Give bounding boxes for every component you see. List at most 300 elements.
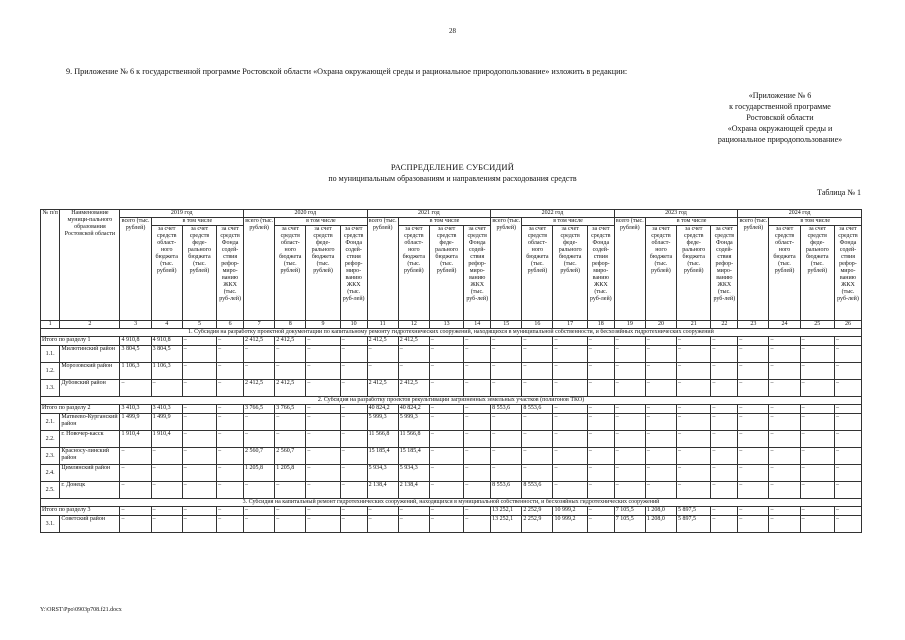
header-total: всего (тыс. рублей): [120, 218, 151, 321]
table-label: Таблица № 1: [817, 188, 861, 197]
value-cell: 3 410,3: [151, 405, 182, 414]
value-cell: –: [769, 482, 800, 499]
value-cell: –: [182, 380, 216, 397]
value-cell: 5 897,5: [677, 507, 711, 516]
value-cell: –: [614, 380, 645, 397]
value-cell: –: [834, 448, 861, 465]
value-cell: 5 934,3: [367, 465, 398, 482]
value-cell: –: [151, 507, 182, 516]
value-cell: –: [306, 346, 340, 363]
value-cell: –: [182, 363, 216, 380]
value-cell: –: [182, 414, 216, 431]
value-cell: –: [738, 431, 769, 448]
municipality-row: [41, 380, 862, 397]
header-including: в том числе: [275, 218, 367, 226]
value-cell: 5 934,3: [398, 465, 429, 482]
value-cell: –: [800, 431, 834, 448]
value-cell: –: [217, 380, 244, 397]
value-cell: –: [464, 448, 491, 465]
value-cell: –: [645, 414, 676, 431]
value-cell: 1 499,9: [120, 414, 151, 431]
value-cell: –: [553, 346, 587, 363]
value-cell: –: [614, 465, 645, 482]
value-cell: 2 412,5: [244, 337, 275, 346]
value-cell: –: [429, 346, 463, 363]
header-total: всего (тыс. рублей): [244, 218, 275, 321]
value-cell: –: [429, 448, 463, 465]
value-cell: –: [340, 482, 367, 499]
value-cell: –: [769, 337, 800, 346]
value-cell: –: [120, 448, 151, 465]
value-cell: –: [522, 431, 553, 448]
municipality-row: [41, 465, 862, 482]
page-number: 28: [449, 27, 456, 35]
value-cell: 4 910,8: [120, 337, 151, 346]
value-cell: –: [834, 346, 861, 363]
header-federal-budget: за счет средств феде-рального бюджета (тыс. рублей): [429, 226, 463, 321]
value-cell: –: [182, 448, 216, 465]
value-cell: 3 410,3: [120, 405, 151, 414]
value-cell: –: [587, 507, 614, 516]
value-cell: –: [614, 363, 645, 380]
value-cell: –: [464, 507, 491, 516]
value-cell: –: [464, 414, 491, 431]
header-federal-budget: за счет средств феде-рального бюджета (тыс. рублей): [553, 226, 587, 321]
value-cell: –: [340, 516, 367, 533]
value-cell: –: [398, 363, 429, 380]
value-cell: –: [834, 507, 861, 516]
header-row-years: [41, 210, 862, 218]
column-number: 16: [522, 321, 553, 329]
total-label: Итого по разделу 1: [41, 337, 120, 346]
value-cell: –: [738, 380, 769, 397]
value-cell: –: [429, 405, 463, 414]
value-cell: –: [614, 337, 645, 346]
total-label: Итого по разделу 3: [41, 507, 120, 516]
value-cell: –: [340, 448, 367, 465]
value-cell: –: [340, 465, 367, 482]
municipality-name: г. Донецк: [60, 482, 120, 499]
header-oblast-budget: за счет средств област-ного бюджета (тыс. рублей): [398, 226, 429, 321]
value-cell: –: [306, 380, 340, 397]
column-number: 22: [711, 321, 738, 329]
value-cell: 11 566,8: [398, 431, 429, 448]
value-cell: –: [306, 448, 340, 465]
value-cell: –: [800, 482, 834, 499]
value-cell: –: [244, 507, 275, 516]
value-cell: –: [120, 482, 151, 499]
value-cell: –: [738, 405, 769, 414]
value-cell: –: [182, 507, 216, 516]
value-cell: –: [367, 507, 398, 516]
value-cell: –: [711, 363, 738, 380]
value-cell: –: [306, 482, 340, 499]
header-including: в том числе: [398, 218, 490, 226]
column-number: 23: [738, 321, 769, 329]
column-number: 18: [587, 321, 614, 329]
header-number: № п/п: [41, 210, 60, 321]
value-cell: –: [182, 346, 216, 363]
value-cell: –: [645, 380, 676, 397]
value-cell: –: [306, 405, 340, 414]
header-federal-budget: за счет средств феде-рального бюджета (тыс. рублей): [306, 226, 340, 321]
value-cell: 3 804,5: [120, 346, 151, 363]
value-cell: –: [834, 482, 861, 499]
value-cell: –: [800, 465, 834, 482]
value-cell: –: [769, 516, 800, 533]
section-row: [41, 499, 862, 507]
value-cell: –: [464, 405, 491, 414]
value-cell: –: [738, 507, 769, 516]
column-number: 9: [306, 321, 340, 329]
value-cell: –: [151, 482, 182, 499]
value-cell: –: [306, 516, 340, 533]
municipality-name: Матвеево-Курганский район: [60, 414, 120, 431]
value-cell: –: [738, 337, 769, 346]
value-cell: –: [769, 507, 800, 516]
value-cell: –: [217, 405, 244, 414]
section-total-row: [41, 507, 862, 516]
value-cell: –: [340, 431, 367, 448]
document-title: РАСПРЕДЕЛЕНИЕ СУБСИДИЙ: [390, 162, 515, 172]
value-cell: –: [834, 414, 861, 431]
value-cell: –: [769, 465, 800, 482]
value-cell: –: [614, 431, 645, 448]
value-cell: –: [769, 414, 800, 431]
header-housing-fund: за счет средств Фонда содей-ствия рефор-миро-ванию ЖКХ (тыс. руб-лей): [217, 226, 244, 321]
municipality-row: [41, 363, 862, 380]
column-number-row: [41, 321, 862, 329]
value-cell: –: [398, 507, 429, 516]
value-cell: –: [769, 363, 800, 380]
row-number: 2.5.: [41, 482, 60, 499]
value-cell: 2 412,5: [244, 380, 275, 397]
value-cell: –: [244, 431, 275, 448]
value-cell: –: [587, 346, 614, 363]
annex-line: рациональное природопользование»: [717, 135, 843, 144]
header-housing-fund: за счет средств Фонда содей-ствия рефор-миро-ванию ЖКХ (тыс. руб-лей): [587, 226, 614, 321]
value-cell: –: [367, 516, 398, 533]
value-cell: –: [769, 431, 800, 448]
value-cell: –: [491, 465, 522, 482]
value-cell: –: [491, 337, 522, 346]
column-number: 19: [614, 321, 645, 329]
header-year: 2020 год: [244, 210, 368, 218]
value-cell: 5 999,3: [367, 414, 398, 431]
value-cell: –: [677, 414, 711, 431]
column-number: 11: [367, 321, 398, 329]
value-cell: 7 105,5: [614, 516, 645, 533]
value-cell: –: [677, 405, 711, 414]
value-cell: –: [711, 380, 738, 397]
value-cell: –: [306, 465, 340, 482]
value-cell: –: [217, 363, 244, 380]
value-cell: –: [398, 346, 429, 363]
value-cell: –: [677, 448, 711, 465]
value-cell: –: [769, 405, 800, 414]
value-cell: 11 566,8: [367, 431, 398, 448]
value-cell: 2 412,5: [367, 337, 398, 346]
value-cell: 1 499,9: [151, 414, 182, 431]
section-title: 1. Субсидия на разработку проектной документации по капитальному ремонту гидротехнических сооружений, находящихся в муниципальной собственности, и бесхозяйных гидротехнических сооружений: [41, 329, 862, 337]
municipality-row: [41, 414, 862, 431]
section-total-row: [41, 337, 862, 346]
value-cell: 1 205,8: [275, 465, 306, 482]
municipality-row: [41, 346, 862, 363]
value-cell: –: [217, 431, 244, 448]
value-cell: 3 804,5: [151, 346, 182, 363]
value-cell: –: [645, 363, 676, 380]
value-cell: 1 208,0: [645, 516, 676, 533]
header-housing-fund: за счет средств Фонда содей-ствия рефор-миро-ванию ЖКХ (тыс. руб-лей): [834, 226, 861, 321]
value-cell: –: [587, 482, 614, 499]
value-cell: –: [244, 363, 275, 380]
value-cell: –: [244, 346, 275, 363]
section-row: [41, 329, 862, 337]
value-cell: –: [834, 465, 861, 482]
value-cell: –: [587, 465, 614, 482]
municipality-row: [41, 431, 862, 448]
header-including: в том числе: [645, 218, 737, 226]
column-number: 10: [340, 321, 367, 329]
value-cell: –: [464, 346, 491, 363]
value-cell: –: [645, 448, 676, 465]
value-cell: –: [738, 346, 769, 363]
value-cell: 13 252,1: [491, 507, 522, 516]
value-cell: 1 910,4: [151, 431, 182, 448]
header-oblast-budget: за счет средств област-ного бюджета (тыс. рублей): [275, 226, 306, 321]
column-number: 4: [151, 321, 182, 329]
value-cell: –: [677, 346, 711, 363]
value-cell: –: [120, 516, 151, 533]
value-cell: 2 412,5: [275, 380, 306, 397]
column-number: 21: [677, 321, 711, 329]
value-cell: –: [553, 414, 587, 431]
value-cell: 2 412,5: [367, 380, 398, 397]
value-cell: –: [587, 431, 614, 448]
row-number: 2.4.: [41, 465, 60, 482]
header-year: 2023 год: [614, 210, 738, 218]
value-cell: –: [367, 363, 398, 380]
value-cell: –: [614, 482, 645, 499]
value-cell: 2 412,5: [398, 337, 429, 346]
value-cell: –: [217, 448, 244, 465]
value-cell: –: [306, 363, 340, 380]
value-cell: –: [645, 482, 676, 499]
value-cell: 2 560,7: [275, 448, 306, 465]
value-cell: –: [340, 507, 367, 516]
value-cell: –: [182, 337, 216, 346]
header-including: в том числе: [769, 218, 862, 226]
value-cell: –: [398, 516, 429, 533]
header-year: 2019 год: [120, 210, 244, 218]
header-including: в том числе: [151, 218, 243, 226]
subsidy-table: [40, 209, 862, 533]
value-cell: –: [491, 380, 522, 397]
value-cell: –: [275, 414, 306, 431]
value-cell: –: [738, 448, 769, 465]
header-federal-budget: за счет средств феде-рального бюджета (тыс. рублей): [800, 226, 834, 321]
column-number: 1: [41, 321, 60, 329]
value-cell: –: [464, 482, 491, 499]
row-number: 1.2.: [41, 363, 60, 380]
header-federal-budget: за счет средств феде-рального бюджета (тыс. рублей): [182, 226, 216, 321]
value-cell: –: [522, 380, 553, 397]
value-cell: –: [429, 414, 463, 431]
row-number: 1.1.: [41, 346, 60, 363]
municipality-name: Красносу-линский район: [60, 448, 120, 465]
municipality-name: Цимлянский район: [60, 465, 120, 482]
value-cell: –: [182, 405, 216, 414]
value-cell: –: [464, 516, 491, 533]
value-cell: 2 412,5: [275, 337, 306, 346]
value-cell: –: [677, 380, 711, 397]
value-cell: –: [800, 448, 834, 465]
value-cell: –: [711, 507, 738, 516]
value-cell: –: [711, 516, 738, 533]
intro-paragraph: 9. Приложение № 6 к государственной программе Ростовской области «Охрана окружающей среды и рациональное природопользование» изложить в редакции:: [66, 67, 628, 76]
value-cell: –: [711, 346, 738, 363]
column-number: 25: [800, 321, 834, 329]
value-cell: 5 999,3: [398, 414, 429, 431]
column-number: 12: [398, 321, 429, 329]
column-number: 26: [834, 321, 861, 329]
value-cell: –: [834, 516, 861, 533]
value-cell: –: [429, 380, 463, 397]
municipality-row: [41, 448, 862, 465]
value-cell: –: [367, 346, 398, 363]
value-cell: 1 910,4: [120, 431, 151, 448]
header-municipality: Наименование муници-пального образования Ростовской области: [60, 210, 120, 321]
value-cell: –: [834, 405, 861, 414]
value-cell: 8 553,6: [522, 482, 553, 499]
value-cell: 2 412,5: [398, 380, 429, 397]
value-cell: 15 185,4: [367, 448, 398, 465]
value-cell: –: [800, 405, 834, 414]
annex-line: Ростовской области: [746, 113, 814, 122]
value-cell: –: [340, 380, 367, 397]
value-cell: –: [522, 363, 553, 380]
value-cell: –: [711, 482, 738, 499]
annex-heading: [680, 90, 880, 145]
column-number: 20: [645, 321, 676, 329]
footer-path: Y:\ORST\Ppo\0903p708.f21.docx: [40, 607, 122, 613]
value-cell: –: [120, 380, 151, 397]
value-cell: –: [182, 482, 216, 499]
value-cell: –: [587, 380, 614, 397]
value-cell: –: [645, 405, 676, 414]
section-row: [41, 397, 862, 405]
value-cell: –: [800, 363, 834, 380]
municipality-name: Морозовский район: [60, 363, 120, 380]
value-cell: 2 252,9: [522, 516, 553, 533]
value-cell: 8 553,6: [491, 405, 522, 414]
annex-line: «Охрана окружающей среды и: [727, 124, 833, 133]
annex-line: «Приложение № 6: [748, 91, 812, 100]
value-cell: –: [834, 380, 861, 397]
value-cell: –: [800, 380, 834, 397]
value-cell: –: [491, 414, 522, 431]
value-cell: –: [834, 363, 861, 380]
column-number: 13: [429, 321, 463, 329]
column-number: 17: [553, 321, 587, 329]
value-cell: –: [800, 346, 834, 363]
value-cell: –: [340, 363, 367, 380]
header-total: всего (тыс. рублей): [614, 218, 645, 321]
value-cell: –: [217, 482, 244, 499]
header-housing-fund: за счет средств Фонда содей-ствия рефор-миро-ванию ЖКХ (тыс. руб-лей): [340, 226, 367, 321]
value-cell: –: [429, 482, 463, 499]
section-total-row: [41, 405, 862, 414]
value-cell: –: [587, 414, 614, 431]
value-cell: –: [614, 414, 645, 431]
value-cell: –: [217, 465, 244, 482]
value-cell: –: [553, 465, 587, 482]
value-cell: –: [738, 363, 769, 380]
municipality-name: Дубовский район: [60, 380, 120, 397]
value-cell: 40 824,2: [398, 405, 429, 414]
value-cell: –: [645, 346, 676, 363]
value-cell: –: [800, 507, 834, 516]
row-number: 1.3.: [41, 380, 60, 397]
value-cell: 4 910,8: [151, 337, 182, 346]
value-cell: –: [587, 363, 614, 380]
value-cell: –: [217, 414, 244, 431]
value-cell: –: [340, 414, 367, 431]
column-number: 6: [217, 321, 244, 329]
value-cell: –: [769, 380, 800, 397]
value-cell: –: [711, 448, 738, 465]
header-year: 2022 год: [491, 210, 615, 218]
value-cell: –: [340, 346, 367, 363]
value-cell: –: [553, 448, 587, 465]
value-cell: –: [677, 337, 711, 346]
value-cell: –: [645, 337, 676, 346]
value-cell: 7 105,5: [614, 507, 645, 516]
value-cell: –: [120, 507, 151, 516]
value-cell: –: [769, 346, 800, 363]
value-cell: –: [306, 431, 340, 448]
header-federal-budget: за счет средств феде-рального бюджета (тыс. рублей): [677, 226, 711, 321]
value-cell: –: [800, 414, 834, 431]
value-cell: –: [429, 507, 463, 516]
value-cell: –: [587, 337, 614, 346]
row-number: 3.1.: [41, 516, 60, 533]
value-cell: –: [464, 380, 491, 397]
value-cell: –: [800, 516, 834, 533]
value-cell: –: [834, 431, 861, 448]
value-cell: –: [738, 465, 769, 482]
value-cell: –: [645, 431, 676, 448]
value-cell: –: [151, 516, 182, 533]
value-cell: –: [120, 465, 151, 482]
value-cell: –: [306, 337, 340, 346]
value-cell: 10 999,2: [553, 516, 587, 533]
value-cell: –: [217, 516, 244, 533]
header-oblast-budget: за счет средств област-ного бюджета (тыс. рублей): [645, 226, 676, 321]
value-cell: –: [711, 431, 738, 448]
header-housing-fund: за счет средств Фонда содей-ствия рефор-миро-ванию ЖКХ (тыс. руб-лей): [711, 226, 738, 321]
value-cell: –: [614, 405, 645, 414]
value-cell: –: [244, 482, 275, 499]
value-cell: 10 999,2: [553, 507, 587, 516]
value-cell: –: [614, 346, 645, 363]
value-cell: –: [553, 482, 587, 499]
value-cell: –: [553, 431, 587, 448]
value-cell: –: [429, 337, 463, 346]
value-cell: –: [677, 363, 711, 380]
value-cell: 3 766,5: [244, 405, 275, 414]
